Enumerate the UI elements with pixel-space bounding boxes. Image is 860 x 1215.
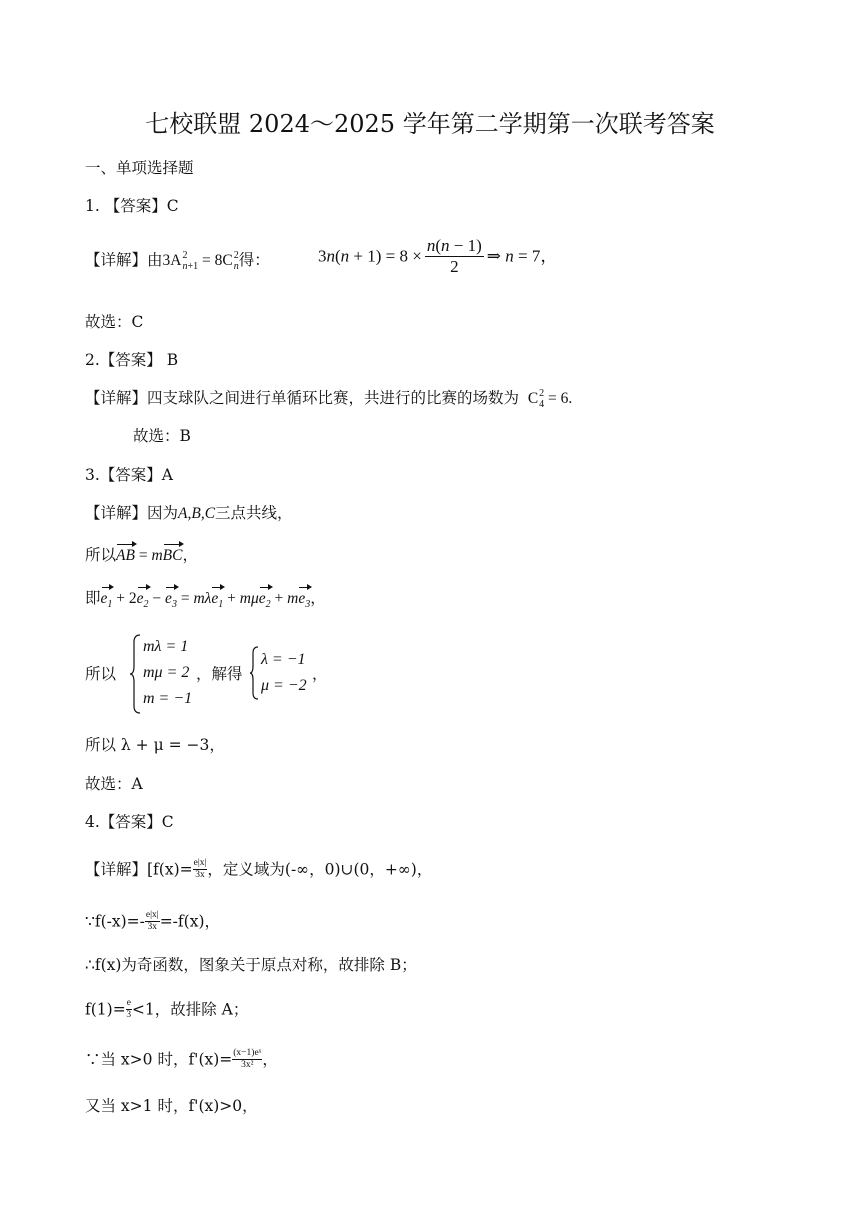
- q3-points: A,B,C: [178, 505, 216, 522]
- q3-collinear: 三点共线，: [215, 504, 293, 522]
- q1-detail-prefix: 【详解】由: [85, 251, 163, 269]
- system-1-row: mμ = 2: [143, 664, 190, 681]
- q4-line-derivative: ∵当 x>0 时，f'(x)= $\frac{\text{(x−1)eˣ}}{\text{3x²}}$ ，: [85, 1048, 278, 1070]
- left-brace-1: [130, 634, 142, 714]
- q1-choose: 故选：C: [85, 313, 144, 331]
- system-2-row: λ = −1: [261, 651, 306, 668]
- system-1: [143, 634, 192, 712]
- q2-choose: 故选：B: [133, 427, 191, 445]
- q1-fraction: $\frac{n(n - 1)}{2}$: [426, 236, 482, 276]
- q1-get: 得：: [238, 251, 270, 269]
- q4-detail: 【详解】[f(x)= $\frac{e|x|}{3x}$ ，定义域为(-∞，0)∪(0，+∞)，: [85, 858, 433, 880]
- system-2-row: μ = −2: [261, 677, 307, 694]
- q3-choose: 故选：A: [85, 775, 143, 793]
- q3-detail: [85, 503, 293, 524]
- q2-formula: C 2 4 = 6.: [523, 388, 573, 411]
- q4-answer: 4.【答案】C: [85, 813, 174, 831]
- q2-detail: [85, 388, 572, 410]
- vector-bc: BC: [162, 547, 183, 564]
- section-heading: 一、单项选择题: [85, 159, 194, 177]
- q3-vector-relation: 所以AB = mBC，: [85, 546, 198, 564]
- q4-line-conclusion: ∴f(x)为奇函数，图象关于原点对称，故排除 B；: [85, 956, 417, 974]
- q1-detail: [85, 250, 270, 272]
- q3-detail-text: 【详解】因为: [85, 504, 179, 522]
- q3-solve: ，解得: [196, 665, 243, 683]
- q3-answer: 3.【答案】A: [85, 466, 173, 484]
- left-brace-2: [250, 646, 260, 700]
- q3-sum: 所以 λ + μ = −3，: [85, 736, 225, 754]
- q4-line-odd: ∵f(-x)=- $\frac{e|x|}{3x}$ =-f(x)，: [85, 910, 220, 932]
- system-1-row: m = −1: [143, 690, 193, 707]
- q2-detail-text: 【详解】四支球队之间进行单循环比赛，共进行的比赛的场数为: [85, 389, 520, 407]
- q4-line-f1: f(1)= $\frac{e}{3}$ <1，故排除 A；: [85, 998, 249, 1020]
- q1-derivation: 3n(n + 1) = 8 × $\frac{n(n - 1)}{2}$ ⇒ n = 7，: [318, 236, 558, 276]
- q1-answer: 1. 【答案】C: [85, 197, 179, 215]
- vector-ab: AB: [116, 547, 135, 564]
- q3-system-prefix: 所以: [85, 665, 117, 683]
- system-1-row: mλ = 1: [143, 638, 189, 655]
- q2-answer: 2.【答案】 B: [85, 351, 179, 369]
- q1-given-equation: 3A 2 n+1 = 8C 2 n: [162, 250, 239, 273]
- q3-expanded: 即$e_1 + 2e_2 - e_3 = m\lambda e_1 + m\mu e_2 + me_3$，: [85, 589, 326, 611]
- page-title: 七校联盟 2024～2025 学年第二学期第一次联考答案: [145, 110, 715, 138]
- system-2: [261, 647, 307, 699]
- q4-line-increasing: 又当 x>1 时，f'(x)>0，: [85, 1097, 258, 1115]
